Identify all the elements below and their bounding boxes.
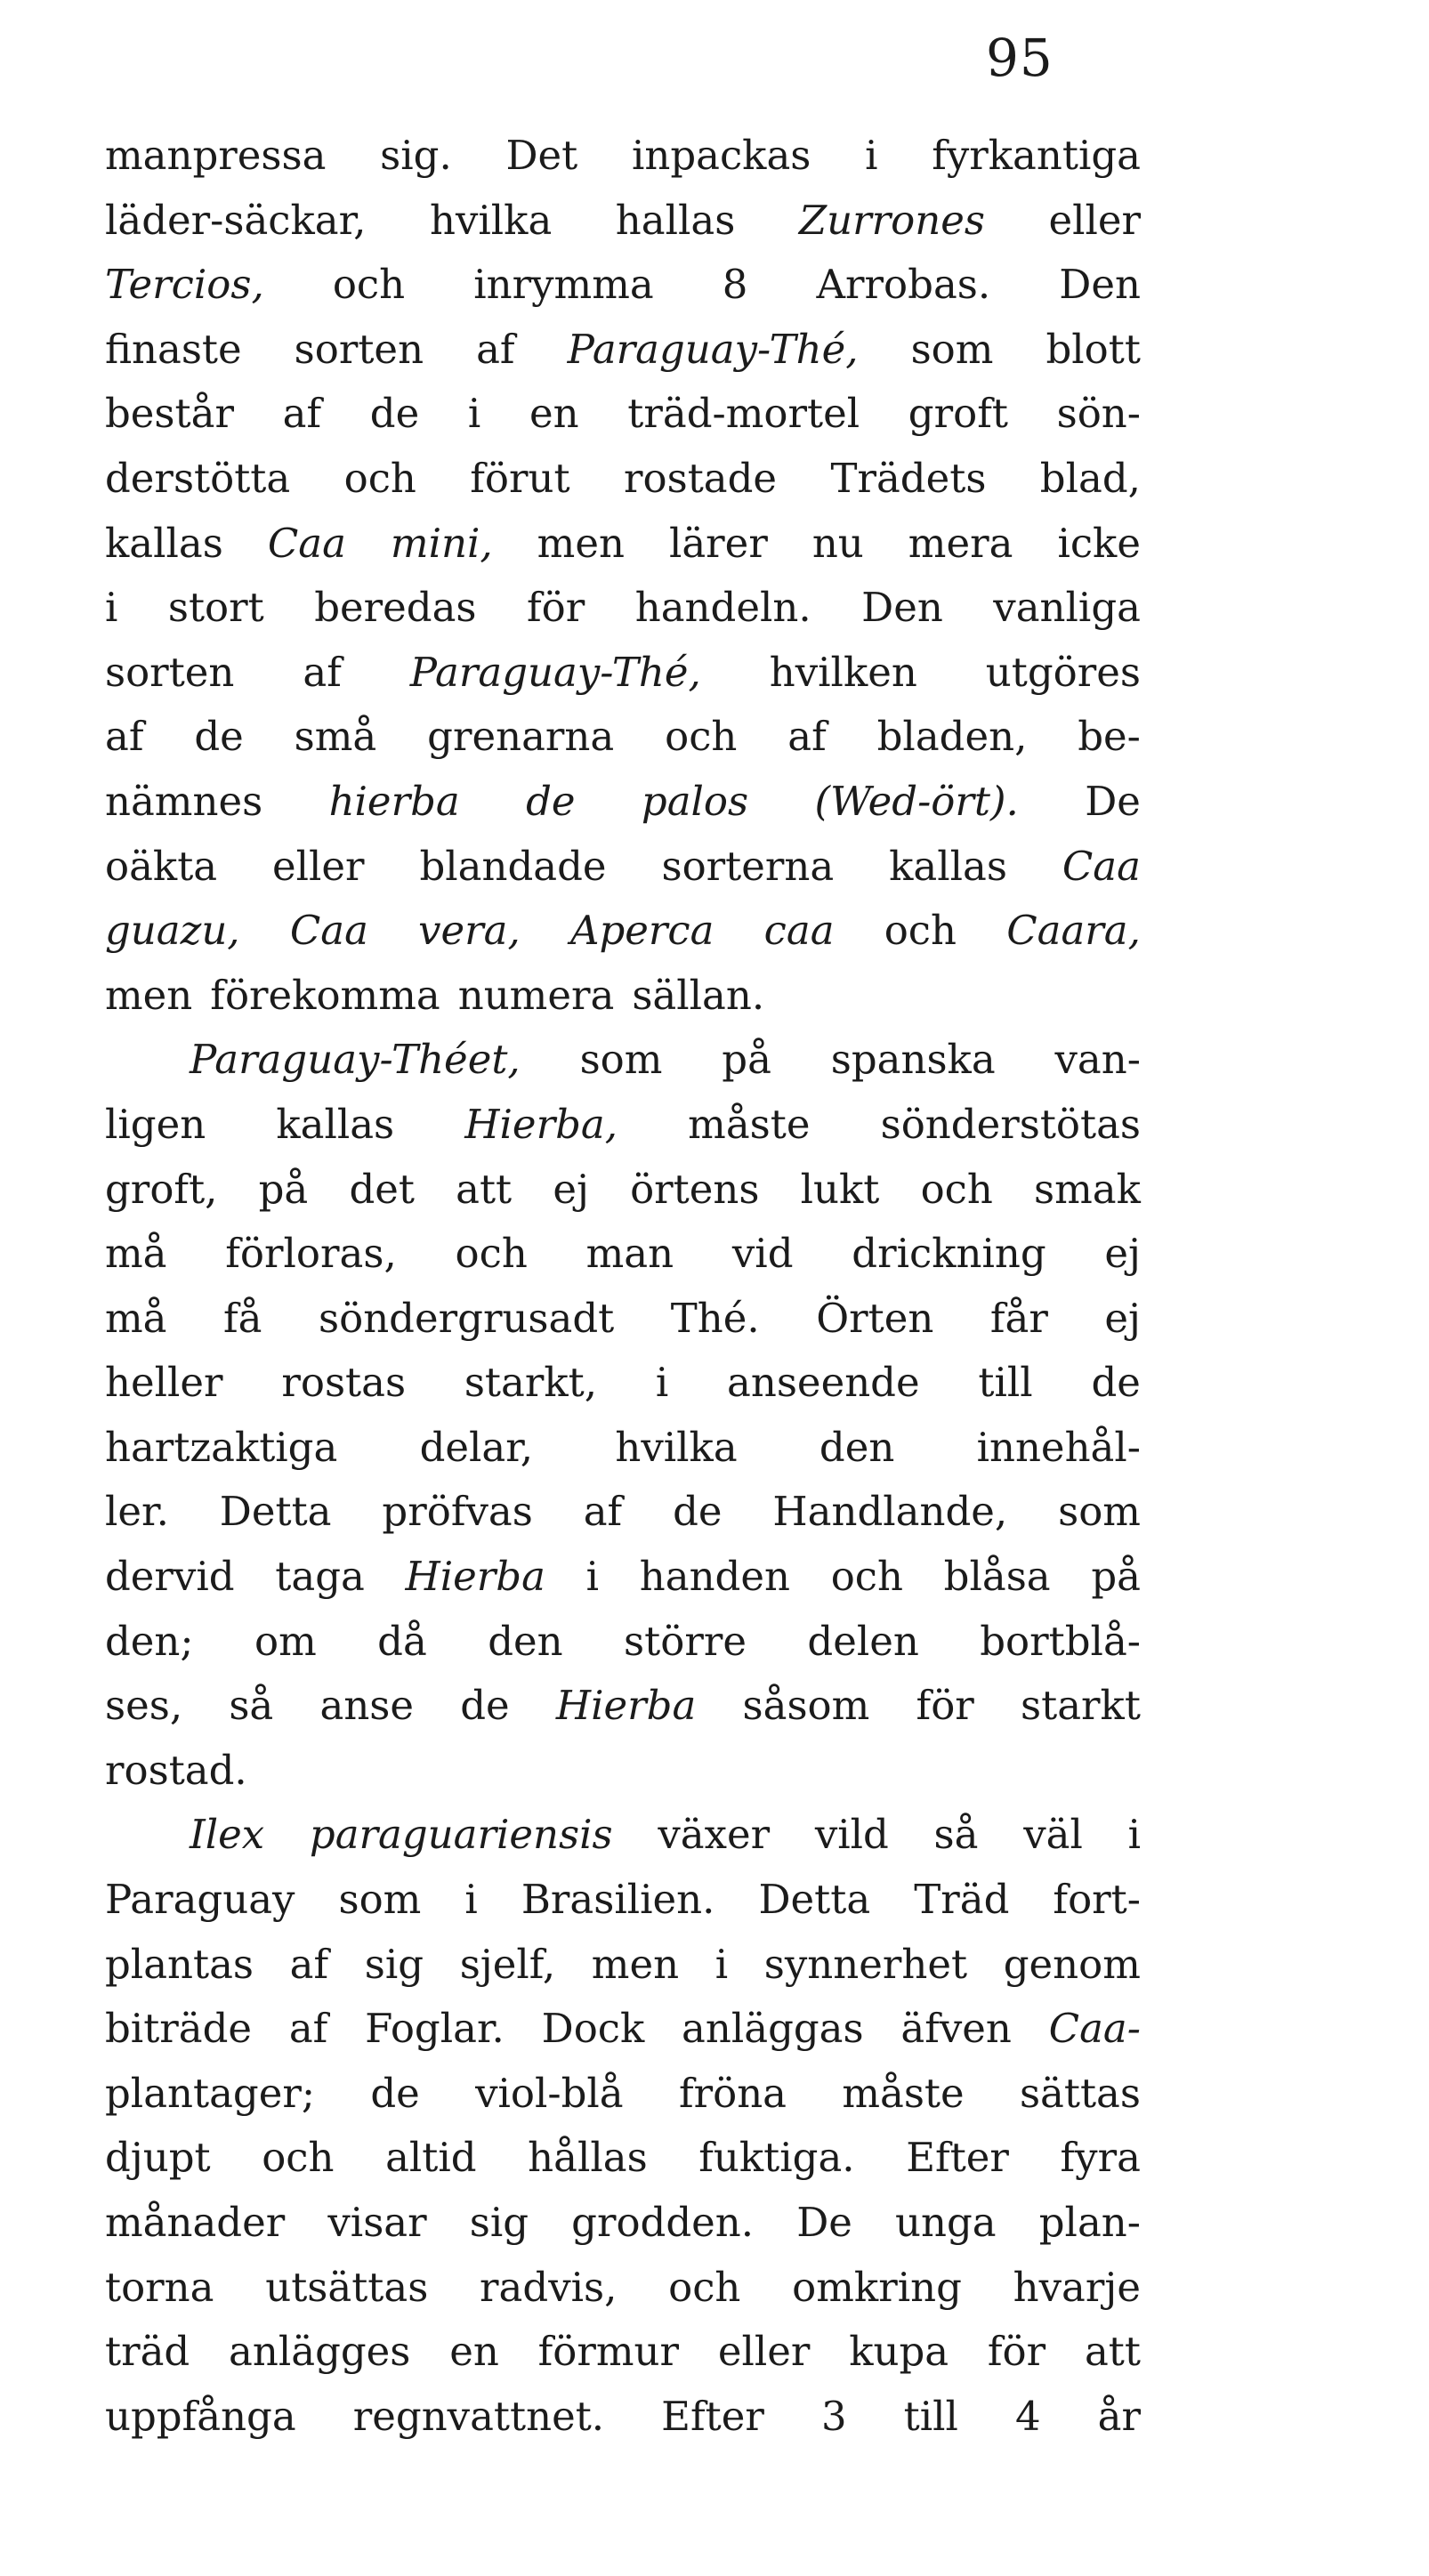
word: af (105, 713, 144, 761)
word: och (455, 1230, 528, 1278)
word: fröna (678, 2069, 787, 2117)
word: nu (811, 519, 864, 567)
word: eller (1048, 196, 1141, 244)
word: Foglar. (365, 2005, 505, 2053)
word: Dock (541, 2005, 645, 2053)
word: rostas (281, 1359, 407, 1407)
word: visar (327, 2199, 427, 2246)
word: Den (1059, 261, 1141, 309)
word: år (1097, 2392, 1141, 2440)
word: men (591, 1940, 680, 1988)
text-line (105, 455, 1141, 520)
word: omkring (792, 2263, 962, 2311)
word: af (288, 2005, 328, 2053)
text-line (105, 197, 1141, 262)
word: Ilex (190, 1811, 265, 1859)
word: vid (731, 1230, 794, 1278)
text-line (105, 2199, 1141, 2264)
word: sig (469, 2199, 529, 2246)
word: Arrobas. (816, 261, 991, 309)
word: må (105, 1294, 167, 1342)
word: anläggas (682, 2005, 864, 2053)
word: kallas (276, 1100, 395, 1148)
word: sig. (380, 132, 452, 179)
word: grenarna (427, 713, 615, 761)
word: altid (385, 2134, 477, 2182)
word: taga (275, 1553, 365, 1601)
word: måste (842, 2069, 965, 2117)
word: träd-mortel (627, 390, 860, 438)
word: läder-säckar, (105, 196, 367, 244)
word: så (229, 1682, 274, 1730)
word: Efter (661, 2392, 764, 2440)
word: de (673, 1488, 723, 1536)
word: i (655, 1359, 669, 1407)
word: mera (908, 519, 1013, 567)
word: Aperca (569, 907, 714, 955)
word: handen (639, 1553, 790, 1601)
text-line (105, 1553, 1141, 1618)
word: vera, (418, 907, 521, 955)
word: pröfvas (382, 1488, 533, 1536)
word: biträde (105, 2005, 253, 2053)
word: de (460, 1682, 510, 1730)
word: sorten (105, 648, 235, 696)
word: blott (1046, 325, 1141, 373)
word: större (624, 1617, 747, 1665)
word: så (933, 1811, 979, 1859)
text-line (105, 1230, 1141, 1295)
word: unga (895, 2199, 997, 2246)
word: som (338, 1876, 422, 1924)
word: förloras, (225, 1230, 397, 1278)
word: starkt (1021, 1682, 1141, 1730)
text-line (105, 778, 1141, 843)
word: månader (105, 2199, 286, 2246)
word: de (1091, 1359, 1141, 1407)
word: på (722, 1036, 771, 1084)
text-line (105, 2393, 1141, 2458)
word: af (787, 713, 827, 761)
text-line (105, 520, 1141, 585)
word: och (343, 454, 416, 502)
word: ej (1104, 1230, 1141, 1278)
word: förmur (537, 2328, 680, 2376)
word: man (585, 1230, 674, 1278)
word: af (289, 1940, 329, 1988)
text-line (105, 1101, 1141, 1166)
word: hallas (615, 196, 736, 244)
word: anlägges (229, 2328, 411, 2376)
word: rostade (624, 454, 778, 502)
word: örtens (630, 1165, 760, 1213)
word: palos (641, 777, 749, 825)
word: icke (1057, 519, 1141, 567)
word: innehål- (976, 1423, 1141, 1471)
word: numera (457, 971, 615, 1019)
word: 3 (820, 2392, 847, 2440)
word: sättas (1019, 2069, 1141, 2117)
word: Brasilien. (521, 1876, 715, 1924)
word: bladen, (876, 713, 1028, 761)
word: vild (814, 1811, 889, 1859)
word: af (282, 390, 322, 438)
word: eller (717, 2328, 811, 2376)
word: på (1091, 1553, 1141, 1601)
text-line (105, 1424, 1141, 1489)
word: den; (105, 1617, 194, 1665)
word: lukt (800, 1165, 880, 1213)
word: vanliga (993, 584, 1141, 632)
word: bortblå- (980, 1617, 1141, 1665)
word: genom (1003, 1940, 1141, 1988)
word: i (714, 1940, 729, 1988)
word: beredas (314, 584, 477, 632)
text-line (105, 1618, 1141, 1683)
word: fort- (1053, 1876, 1141, 1924)
word: ej (553, 1165, 589, 1213)
text-line (105, 261, 1141, 326)
word: som (910, 325, 994, 373)
word: i (105, 584, 118, 632)
word: lärer (668, 519, 768, 567)
word: men (537, 519, 625, 567)
word: spanska (830, 1036, 996, 1084)
text-line (105, 2328, 1141, 2393)
word: utgöres (985, 648, 1141, 696)
word: Det (505, 132, 578, 179)
word: ler. (105, 1488, 169, 1536)
word: hvarje (1013, 2263, 1141, 2311)
word: förekomma (210, 971, 440, 1019)
word: af (583, 1488, 623, 1536)
word: och (668, 2263, 741, 2311)
word: synnerhet (763, 1940, 968, 1988)
body-text (105, 132, 1141, 2457)
word: af (476, 325, 515, 373)
word: som (1058, 1488, 1141, 1536)
word: starkt, (464, 1359, 598, 1407)
word: derstötta (105, 454, 291, 502)
word: sjelf, (459, 1940, 556, 1988)
word: viol-blå (475, 2069, 624, 2117)
text-line (105, 1941, 1141, 2006)
text-line (105, 2134, 1141, 2199)
word: väl (1023, 1811, 1083, 1859)
word: smak (1034, 1165, 1141, 1213)
word: de (370, 2069, 420, 2117)
word: eller (272, 842, 365, 890)
word: oäkta (105, 842, 218, 890)
word: Caa (289, 907, 368, 955)
page-number: 95 (986, 28, 1054, 88)
word: Efter (906, 2134, 1009, 2182)
text-line (105, 843, 1141, 908)
word: består (105, 390, 234, 438)
word: sällan. (632, 971, 765, 1019)
word: ligen (105, 1100, 206, 1148)
text-line (105, 649, 1141, 714)
word: ses, (105, 1682, 183, 1730)
word: hartzaktiga (105, 1423, 338, 1471)
word: plan- (1038, 2199, 1141, 2246)
word: i (865, 132, 878, 179)
text-line (105, 1488, 1141, 1553)
word: de (194, 713, 244, 761)
text-line (105, 1747, 1141, 1812)
word: Hierba (555, 1682, 697, 1730)
word: och (920, 1165, 993, 1213)
word: Paraguay-Théet, (190, 1036, 521, 1084)
word: torna (105, 2263, 214, 2311)
word: en (449, 2328, 499, 2376)
word: och (332, 261, 406, 309)
text-line (105, 1811, 1141, 1876)
word: Paraguay (105, 1876, 295, 1924)
word: hvilka (429, 196, 553, 244)
word: utsättas (265, 2263, 429, 2311)
text-line (105, 972, 1141, 1037)
word: plantas (105, 1940, 254, 1988)
word: få (223, 1294, 262, 1342)
word: groft (908, 390, 1008, 438)
word: sorten (294, 325, 424, 373)
word: den (488, 1617, 563, 1665)
word: som (579, 1036, 663, 1084)
text-line (105, 326, 1141, 391)
word: be- (1078, 713, 1141, 761)
word: af (303, 648, 342, 696)
text-line (105, 2070, 1141, 2135)
word: att (456, 1165, 513, 1213)
text-line (105, 390, 1141, 455)
word: för (527, 584, 585, 632)
text-line (105, 1166, 1141, 1231)
word: Paraguay-Thé, (567, 325, 859, 373)
word: caa (763, 907, 835, 955)
word: manpressa (105, 132, 327, 179)
word: grodden. (571, 2199, 755, 2246)
text-line (105, 907, 1141, 972)
word: i (585, 1553, 600, 1601)
word: växer (658, 1811, 771, 1859)
word: då (377, 1617, 427, 1665)
word: om (254, 1617, 317, 1665)
word: Paraguay-Thé, (409, 648, 701, 696)
word: inpackas (631, 132, 811, 179)
word: radvis, (480, 2263, 618, 2311)
text-line (105, 713, 1141, 778)
word: De (796, 2199, 852, 2246)
word: De (1085, 777, 1141, 825)
word: anse (319, 1682, 415, 1730)
word: fyrkantiga (932, 132, 1141, 179)
word: Zurrones (798, 196, 985, 244)
word: och (665, 713, 738, 761)
word: får (989, 1294, 1048, 1342)
word: drickning (852, 1230, 1046, 1278)
text-line (105, 2264, 1141, 2329)
text-line (105, 584, 1141, 649)
text-line (105, 1359, 1141, 1424)
word: Tercios, (105, 261, 264, 309)
word: Caa- (1048, 2005, 1141, 2053)
word: ej (1104, 1294, 1141, 1342)
word: att (1084, 2328, 1141, 2376)
word: hållas (528, 2134, 648, 2182)
word: en (529, 390, 579, 438)
word: kupa (849, 2328, 949, 2376)
word: Trädets (830, 454, 987, 502)
word: sorterna (661, 842, 835, 890)
text-line (105, 1876, 1141, 1941)
word: på (258, 1165, 309, 1213)
word: den (819, 1423, 895, 1471)
word: till (978, 1359, 1033, 1407)
word: Detta (219, 1488, 332, 1536)
word: de (526, 777, 576, 825)
word: sönderstötas (880, 1100, 1141, 1148)
word: guazu, (105, 907, 240, 955)
word: rostad. (105, 1746, 247, 1794)
word: anseende (727, 1359, 920, 1407)
word: hvilken (769, 648, 917, 696)
word: till (903, 2392, 958, 2440)
word: förut (470, 454, 570, 502)
word: 4 (1014, 2392, 1041, 2440)
word: fyra (1060, 2134, 1141, 2182)
word: och (884, 907, 957, 955)
word: inrymma (473, 261, 654, 309)
word: uppfånga (105, 2392, 296, 2440)
word: det (349, 1165, 415, 1213)
word: små (294, 713, 377, 761)
text-line (105, 2005, 1141, 2070)
word: Detta (758, 1876, 871, 1924)
word: kallas (105, 519, 223, 567)
word: van- (1054, 1036, 1141, 1084)
word: dervid (105, 1553, 235, 1601)
word: för (916, 1682, 974, 1730)
word: heller (105, 1359, 223, 1407)
text-line (105, 1036, 1141, 1101)
word: Caara, (1006, 907, 1141, 955)
word: Caa (267, 519, 346, 567)
word: hierba (328, 777, 460, 825)
word: mini, (390, 519, 493, 567)
word: kallas (889, 842, 1007, 890)
word: handeln. (634, 584, 811, 632)
word: 8 (722, 261, 748, 309)
word: Den (861, 584, 943, 632)
word: djupt (105, 2134, 211, 2182)
word: blåsa (943, 1553, 1051, 1601)
word: Hierba, (464, 1100, 618, 1148)
word: äfven (900, 2005, 1012, 2053)
text-line (105, 1295, 1141, 1360)
word: i (1127, 1811, 1141, 1859)
word: stort (167, 584, 264, 632)
word: sön- (1056, 390, 1141, 438)
word: (Wed-ört). (814, 777, 1019, 825)
word: och (830, 1553, 903, 1601)
word: såsom (742, 1682, 870, 1730)
word: men (105, 971, 193, 1019)
word: sig (364, 1940, 424, 1988)
word: delar, (419, 1423, 534, 1471)
word: Örten (816, 1294, 934, 1342)
word: söndergrusadt (319, 1294, 615, 1342)
word: Handlande, (772, 1488, 1008, 1536)
word: paraguariensis (309, 1811, 613, 1859)
word: plantager; (105, 2069, 316, 2117)
word: i (467, 390, 481, 438)
word: må (105, 1230, 167, 1278)
text-line (105, 132, 1141, 197)
word: måste (688, 1100, 811, 1148)
word: blandade (419, 842, 607, 890)
word: nämnes (105, 777, 263, 825)
word: regnvattnet. (352, 2392, 605, 2440)
word: blad, (1039, 454, 1141, 502)
word: finaste (105, 325, 242, 373)
word: Träd (914, 1876, 1010, 1924)
word: Thé. (670, 1294, 760, 1342)
word: träd (105, 2328, 190, 2376)
word: och (262, 2134, 335, 2182)
word: för (987, 2328, 1046, 2376)
word: de (369, 390, 420, 438)
word: fuktiga. (698, 2134, 855, 2182)
word: hvilka (615, 1423, 738, 1471)
word: i (464, 1876, 478, 1924)
word: groft, (105, 1165, 218, 1213)
text-line (105, 1682, 1141, 1747)
word: Hierba (405, 1553, 545, 1601)
word: Caa (1062, 842, 1141, 890)
word: delen (807, 1617, 919, 1665)
